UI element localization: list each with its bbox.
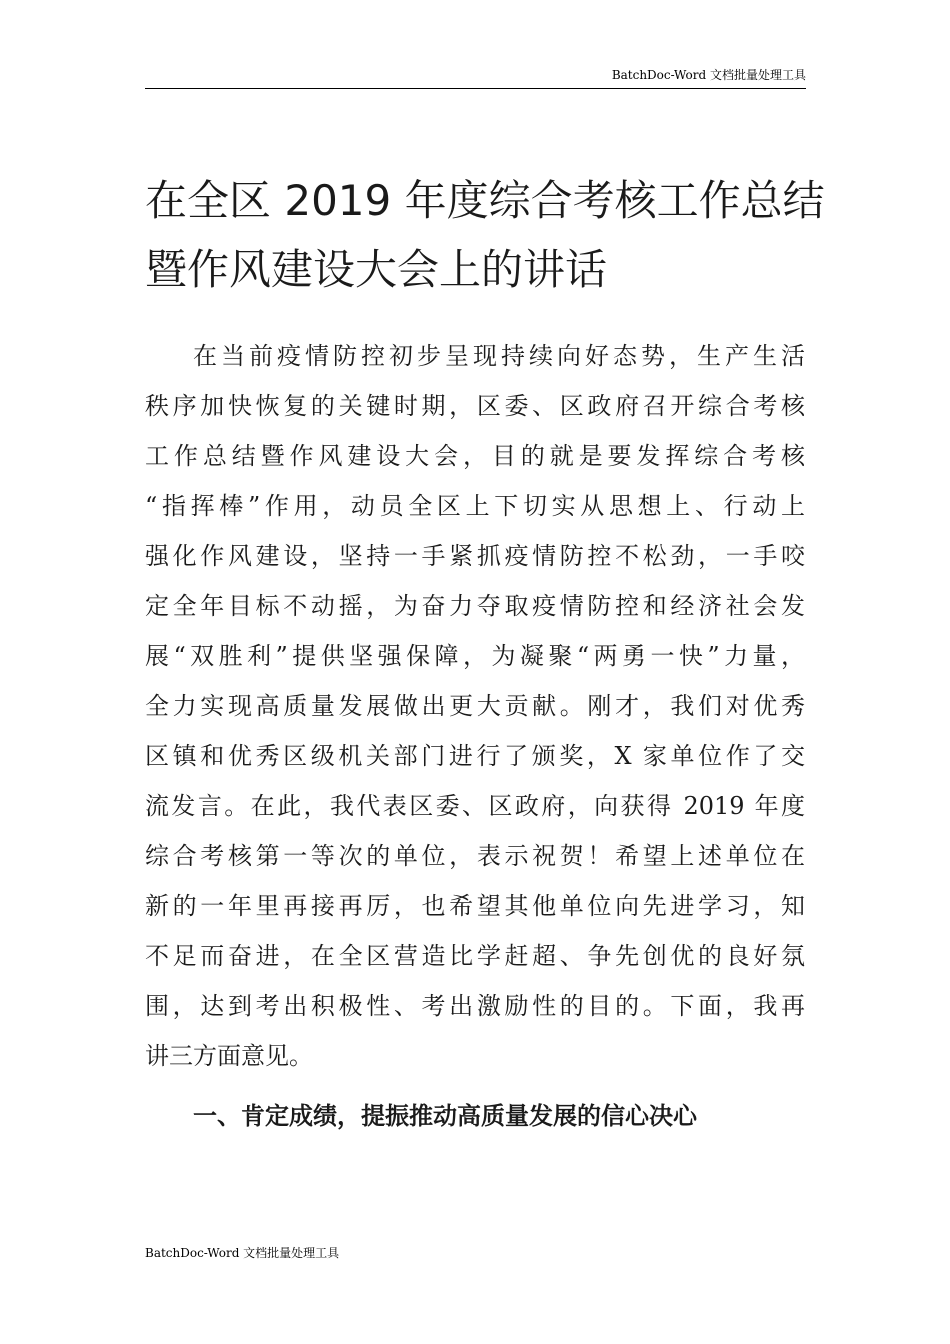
paragraph-line: 工作总结暨作风建设大会，目的就是要发挥综合考核 (145, 442, 805, 470)
paragraph-line: 综合考核第一等次的单位，表示祝贺！希望上述单位在 (145, 842, 805, 870)
paragraph-line: 不足而奋进，在全区营造比学赶超、争先创优的良好氛 (145, 942, 805, 970)
paragraph-line: 全力实现高质量发展做出更大贡献。刚才，我们对优秀 (145, 692, 805, 720)
paragraph-line: 讲三方面意见。 (145, 1042, 313, 1070)
paragraph-line: 在当前疫情防控初步呈现持续向好态势，生产生活 (193, 342, 805, 370)
footer-text: BatchDoc-Word 文档批量处理工具 (145, 1246, 340, 1260)
paragraph-line: 定全年目标不动摇，为奋力夺取疫情防控和经济社会发 (145, 592, 805, 620)
title-line: 暨作风建设大会上的讲话 (145, 245, 608, 294)
page-header (145, 66, 806, 89)
page-footer (145, 1244, 339, 1262)
paragraph-line: 强化作风建设，坚持一手紧抓疫情防控不松劲，一手咬 (145, 542, 805, 570)
paragraph-line: 流发言。在此，我代表区委、区政府，向获得 2019 年度 (145, 792, 805, 820)
paragraph-line: 展“双胜利”提供坚强保障，为凝聚“两勇一快”力量， (145, 642, 805, 670)
title-line: 在全区 2019 年度综合考核工作总结 (145, 176, 825, 225)
paragraph-line: 区镇和优秀区级机关部门进行了颁奖，X 家单位作了交 (145, 742, 805, 770)
paragraph-line: “指挥棒”作用，动员全区上下切实从思想上、行动上 (145, 492, 805, 520)
paragraph-line: 秩序加快恢复的关键时期，区委、区政府召开综合考核 (145, 392, 805, 420)
header-text: BatchDoc-Word 文档批量处理工具 (611, 68, 806, 82)
paragraph-line: 新的一年里再接再厉，也希望其他单位向先进学习，知 (145, 892, 805, 920)
paragraph-line: 围，达到考出积极性、考出激励性的目的。下面，我再 (145, 992, 805, 1020)
document-title (145, 166, 825, 304)
section-heading: 一、肯定成绩，提振推动高质量发展的信心决心 (193, 1102, 697, 1130)
body-paragraph (145, 331, 805, 1081)
